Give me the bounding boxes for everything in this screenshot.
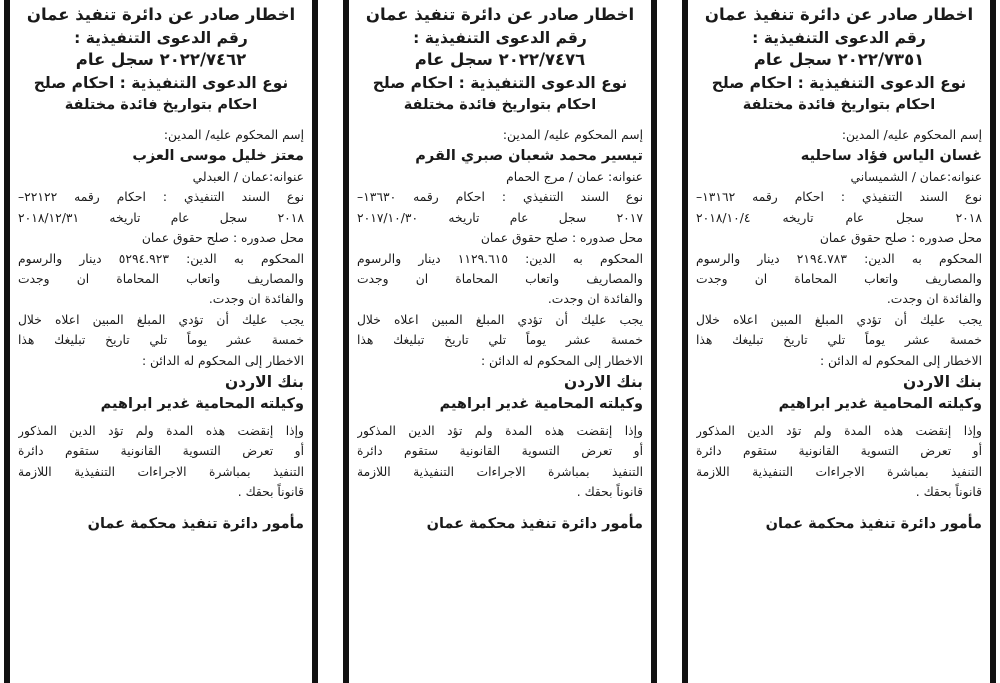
warning-line-3: التنفيذ بمباشرة الاجراءات التنفيذية اللازمة (696, 464, 982, 479)
case-number: ٢٠٢٢/٧٤٦٢ سجل عام (75, 50, 247, 69)
interest-line: والفائدة ان وجدت. (208, 292, 304, 307)
instrument-line-2: ٢٠١٧ سجل عام تاريخه ٢٠١٧/١٠/٣٠ (357, 210, 643, 225)
notice-title: اخطار صادر عن دائرة تنفيذ عمان (365, 5, 635, 24)
demand-line-1: يجب عليك أن تؤدي المبلغ المبين اعلاه خلال (357, 312, 643, 327)
debtor-name: تيسير محمد شعبان صبري القرم (415, 147, 643, 164)
demand-line-3: الاخطار إلى المحكوم له الدائن : (819, 353, 982, 368)
instrument-line-1: نوع السند التنفيذي : احكام رقمه ١٣٦٣٠– (357, 190, 643, 205)
debtor-address: عنوانه:عمان / العبدلي (192, 169, 304, 184)
debtor-label: إسم المحكوم عليه/ المدين: (841, 127, 982, 142)
attorney-name: وكيلته المحامية غدير ابراهيم (778, 395, 982, 412)
warning-line-4: قانوناً بحقك . (237, 485, 304, 500)
signature: مأمور دائرة تنفيذ محكمة عمان (765, 515, 982, 532)
creditor-name: بنك الاردن (564, 372, 643, 391)
case-number: ٢٠٢٢/٧٤٧٦ سجل عام (414, 50, 586, 69)
notice-1 (682, 0, 996, 683)
interest-line: والفائدة ان وجدت. (886, 292, 982, 307)
warning-line-4: قانوناً بحقك . (576, 485, 643, 500)
demand-line-2: خمسة عشر يوماً تلي تاريخ تبليغك هذا (357, 333, 643, 348)
instrument-line-1: نوع السند التنفيذي : احكام رقمه ١٣١٦٢– (696, 190, 982, 205)
warning-line-4: قانوناً بحقك . (915, 485, 982, 500)
warning-line-3: التنفيذ بمباشرة الاجراءات التنفيذية اللازمة (357, 464, 643, 479)
instrument-line-2: ٢٠١٨ سجل عام تاريخه ٢٠١٨/١٠/٤ (696, 210, 982, 225)
notice-3 (4, 0, 318, 683)
case-label: رقم الدعوى التنفيذية : (413, 28, 587, 47)
case-type-detail: احكام بتواريخ فائدة مختلفة (742, 97, 936, 113)
case-type-detail: احكام بتواريخ فائدة مختلفة (403, 97, 597, 113)
case-number: ٢٠٢٢/٧٣٥١ سجل عام (753, 50, 925, 69)
creditor-name: بنك الاردن (903, 372, 982, 391)
case-label: رقم الدعوى التنفيذية : (74, 28, 248, 47)
signature: مأمور دائرة تنفيذ محكمة عمان (87, 515, 304, 532)
case-type: نوع الدعوى التنفيذية : احكام صلح (33, 73, 289, 92)
warning-line-1: وإذا إنقضت هذه المدة ولم تؤد الدين المذكور (357, 423, 643, 438)
creditor-name: بنك الاردن (225, 372, 304, 391)
case-type: نوع الدعوى التنفيذية : احكام صلح (711, 73, 967, 92)
signature: مأمور دائرة تنفيذ محكمة عمان (426, 515, 643, 532)
amount-line: المحكوم به الدين: ١١٢٩.٦١٥ دينار والرسوم (357, 251, 643, 266)
debtor-address: عنوانه: عمان / مرج الحمام (506, 169, 643, 184)
debtor-label: إسم المحكوم عليه/ المدين: (163, 127, 304, 142)
debtor-label: إسم المحكوم عليه/ المدين: (502, 127, 643, 142)
demand-line-1: يجب عليك أن تؤدي المبلغ المبين اعلاه خلال (696, 312, 982, 327)
warning-line-1: وإذا إنقضت هذه المدة ولم تؤد الدين المذكور (696, 423, 982, 438)
instrument-line-2: ٢٠١٨ سجل عام تاريخه ٢٠١٨/١٢/٣١ (18, 210, 304, 225)
interest-line: والفائدة ان وجدت. (547, 292, 643, 307)
attorney-name: وكيلته المحامية غدير ابراهيم (100, 395, 304, 412)
demand-line-1: يجب عليك أن تؤدي المبلغ المبين اعلاه خلال (18, 312, 304, 327)
issued-by: محل صدوره : صلح حقوق عمان (480, 231, 643, 246)
notice-2 (343, 0, 657, 683)
warning-line-2: أو تعرض التسوية القانونية ستقوم دائرة (357, 444, 643, 459)
warning-line-2: أو تعرض التسوية القانونية ستقوم دائرة (18, 444, 304, 459)
fees-line: والمصاريف واتعاب المحاماة ان وجدت (18, 271, 304, 286)
debtor-name: غسان الياس فؤاد ساحليه (800, 147, 982, 164)
demand-line-2: خمسة عشر يوماً تلي تاريخ تبليغك هذا (696, 333, 982, 348)
attorney-name: وكيلته المحامية غدير ابراهيم (439, 395, 643, 412)
demand-line-3: الاخطار إلى المحكوم له الدائن : (141, 353, 304, 368)
notice-title: اخطار صادر عن دائرة تنفيذ عمان (26, 5, 296, 24)
case-label: رقم الدعوى التنفيذية : (752, 28, 926, 47)
issued-by: محل صدوره : صلح حقوق عمان (141, 231, 304, 246)
fees-line: والمصاريف واتعاب المحاماة ان وجدت (696, 271, 982, 286)
fees-line: والمصاريف واتعاب المحاماة ان وجدت (357, 271, 643, 286)
debtor-name: معتز خليل موسى العزب (132, 147, 304, 164)
notice-title: اخطار صادر عن دائرة تنفيذ عمان (704, 5, 974, 24)
amount-line: المحكوم به الدين: ٥٢٩٤.٩٢٣ دينار والرسوم (18, 251, 304, 266)
warning-line-1: وإذا إنقضت هذه المدة ولم تؤد الدين المذكور (18, 423, 304, 438)
amount-line: المحكوم به الدين: ٢١٩٤.٧٨٣ دينار والرسوم (696, 251, 982, 266)
demand-line-2: خمسة عشر يوماً تلي تاريخ تبليغك هذا (18, 333, 304, 348)
warning-line-2: أو تعرض التسوية القانونية ستقوم دائرة (696, 444, 982, 459)
demand-line-3: الاخطار إلى المحكوم له الدائن : (480, 353, 643, 368)
debtor-address: عنوانه:عمان / الشميساني (850, 169, 982, 184)
issued-by: محل صدوره : صلح حقوق عمان (819, 231, 982, 246)
warning-line-3: التنفيذ بمباشرة الاجراءات التنفيذية اللازمة (18, 464, 304, 479)
case-type-detail: احكام بتواريخ فائدة مختلفة (64, 97, 258, 113)
case-type: نوع الدعوى التنفيذية : احكام صلح (372, 73, 628, 92)
instrument-line-1: نوع السند التنفيذي : احكام رقمه ٢٢١٢٢– (18, 190, 304, 205)
